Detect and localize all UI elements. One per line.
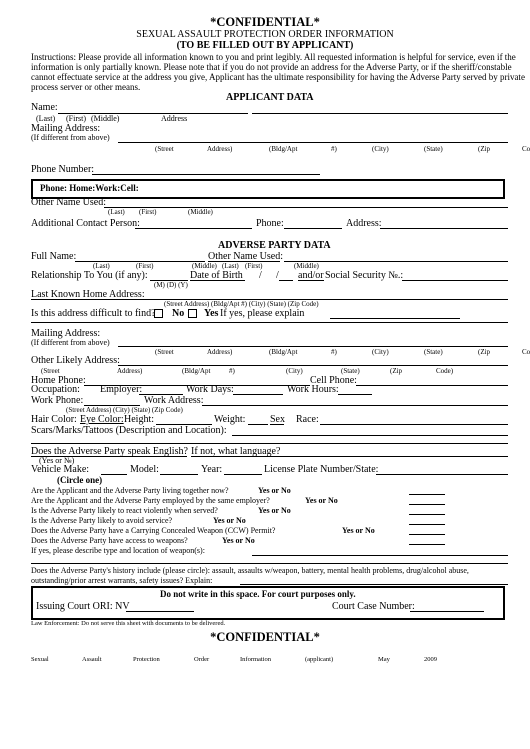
- answer-yes-no[interactable]: Yes or No: [342, 526, 375, 535]
- dob-slash: /: [276, 270, 279, 281]
- form-id-word: (applicant): [305, 656, 334, 663]
- adverse-other-name-underline: [208, 261, 280, 262]
- work-phone-label: Work Phone:: [31, 395, 84, 406]
- other-likely-field[interactable]: [118, 365, 508, 366]
- confidential-footer: *CONFIDENTIAL*: [210, 630, 320, 644]
- contact-address-field[interactable]: [380, 228, 508, 229]
- adverse-mailing-label: Mailing Address:: [31, 328, 101, 339]
- answer-yes-no[interactable]: Yes or No: [305, 496, 338, 505]
- weapons-extra-line[interactable]: [31, 563, 508, 564]
- work-days-field[interactable]: [233, 394, 283, 395]
- phone-number-label: Phone Number:: [31, 164, 95, 175]
- history-explain-field[interactable]: [240, 584, 508, 585]
- mdy-note: (M) (D) (Y): [154, 281, 188, 289]
- sex-label: Sex: [270, 414, 285, 425]
- cell-phone-label: Cell Phone:: [310, 375, 357, 386]
- work-hours-field[interactable]: [338, 394, 372, 395]
- and-or-underline: [298, 280, 324, 281]
- work-address-field[interactable]: [202, 405, 508, 406]
- weapons-description-label: If yes, please describe type and location of weapon(s):: [31, 546, 205, 555]
- if-not-language-label: If not, what language?: [191, 446, 281, 457]
- difficult-yes-checkbox[interactable]: [188, 309, 197, 318]
- weapons-description-field[interactable]: [252, 555, 508, 556]
- home-phone-label: Home Phone:: [31, 375, 86, 386]
- sub-first: (First): [66, 114, 86, 123]
- question-ccw-permit: Does the Adverse Party have a Carrying Concealed Weapon (CCW) Permit?: [31, 526, 276, 535]
- difficult-label: Is this address difficult to find?: [31, 308, 156, 319]
- if-different-note: (If different from above): [31, 338, 110, 347]
- form-subtitle: (TO BE FILLED OUT BY APPLICANT): [176, 40, 354, 51]
- addr-sub: Address): [207, 145, 233, 153]
- additional-contact-field[interactable]: [135, 228, 252, 229]
- phone-box-label: Phone: Home:Work:Cell:: [40, 183, 139, 193]
- dob-label: Date of Birth: [190, 270, 243, 281]
- other-name-label: Other Name Used:: [31, 197, 106, 208]
- if-different-note: (If different from above): [31, 133, 110, 142]
- weight-label: Weight:: [214, 414, 246, 425]
- addr-sub: (Bldg/Apt: [269, 145, 298, 153]
- difficult-explain-field[interactable]: [330, 318, 460, 319]
- addr-sub: (City): [372, 348, 389, 356]
- question-living-together: Are the Applicant and the Adverse Party living together now?: [31, 486, 229, 495]
- addr-sub: #): [229, 367, 235, 375]
- question-react-violently: Is the Adverse Party likely to react violently when served?: [31, 506, 218, 515]
- issuing-court-field[interactable]: [126, 611, 194, 612]
- dob-underline: [190, 280, 245, 281]
- sub-middle: (Middle): [294, 262, 319, 270]
- vehicle-make-label: Vehicle Make:: [31, 464, 90, 475]
- instructions-line-3: cannot effectuate service at the address you give, Applicant has the ultimate responsibility for having the Adverse Party served by private: [31, 72, 525, 82]
- addr-sub: (Street: [41, 367, 60, 375]
- addr-sub: (Bldg/Apt: [182, 367, 211, 375]
- sub-last: (Last): [108, 208, 125, 216]
- applicant-mailing-field[interactable]: [118, 142, 508, 143]
- model-label: Model:: [130, 464, 159, 475]
- addr-sub: #): [331, 348, 337, 356]
- addr-sub: (Bldg/Apt: [269, 348, 298, 356]
- answer-field[interactable]: [409, 534, 445, 535]
- sub-middle: (Middle): [91, 114, 120, 123]
- history-label-2: outstanding/prior arrest warrants, safety issues? Explain:: [31, 576, 213, 585]
- answer-yes-no[interactable]: Yes or No: [213, 516, 246, 525]
- answer-field[interactable]: [409, 494, 445, 495]
- plate-label: License Plate Number/State:: [264, 464, 379, 475]
- case-number-label: Court Case Number:: [332, 601, 415, 612]
- instructions-line-4: process server or other means.: [31, 82, 141, 92]
- model-field[interactable]: [160, 474, 198, 475]
- applicant-address-field[interactable]: [252, 113, 508, 114]
- english-label: Does the Adverse Party speak English?: [31, 446, 188, 457]
- addr-sub: Address): [207, 348, 233, 356]
- form-id-word: Assault: [82, 656, 102, 663]
- contact-phone-label: Phone:: [256, 218, 284, 229]
- race-field[interactable]: [320, 424, 508, 425]
- race-label: Race:: [296, 414, 319, 425]
- full-name-label: Full Name:: [31, 251, 77, 262]
- cell-phone-field[interactable]: [356, 385, 508, 386]
- law-enforcement-note: Law Enforcement: Do not serve this sheet with documents to be delivered.: [31, 620, 226, 627]
- sub-first: (First): [136, 262, 154, 270]
- sub-last: (Last): [36, 114, 56, 123]
- other-likely-label: Other Likely Address:: [31, 355, 120, 366]
- question-avoid-service: Is the Adverse Party likely to avoid service?: [31, 516, 173, 525]
- scars-label: Scars/Marks/Tattoos (Description and Location):: [31, 425, 227, 436]
- difficult-no-checkbox[interactable]: [154, 309, 163, 318]
- ssn-label: Social Security №.:: [325, 270, 404, 281]
- addr-sub: (Street: [155, 348, 174, 356]
- form-id-word: 2009: [424, 656, 437, 663]
- addr-sub: Code): [436, 367, 454, 375]
- addr-sub: (State): [424, 145, 443, 153]
- confidential-header: *CONFIDENTIAL*: [210, 15, 320, 29]
- form-title: SEXUAL ASSAULT PROTECTION ORDER INFORMATION: [136, 29, 394, 40]
- year-field[interactable]: [224, 474, 262, 475]
- ssn-field[interactable]: [402, 280, 508, 281]
- addr-sub: (Street: [155, 145, 174, 153]
- hair-color-label: Hair Color:: [31, 414, 77, 425]
- sub-last: (Last): [222, 262, 239, 270]
- phone-number-field[interactable]: [92, 174, 320, 175]
- additional-contact-label: Additional Contact Person:: [31, 218, 140, 229]
- sub-address: Address: [161, 114, 188, 123]
- form-id-word: Order: [194, 656, 210, 663]
- do-not-write-note: Do not write in this space. For court purposes only.: [160, 589, 356, 599]
- plate-field[interactable]: [376, 474, 508, 475]
- question-weapons-access: Does the Adverse Party have access to weapons?: [31, 536, 188, 545]
- dob-field[interactable]: [279, 280, 293, 281]
- addr-sub: Co: [522, 348, 530, 356]
- weight-field[interactable]: [248, 424, 268, 425]
- applicant-heading: APPLICANT DATA: [226, 92, 314, 103]
- applicant-mailing-label: Mailing Address:: [31, 123, 101, 134]
- if-yes-explain-label: If yes, please explain: [220, 308, 305, 319]
- form-id-word: Protection: [133, 656, 160, 663]
- and-or-label: and/or: [298, 270, 324, 281]
- yes-option: Yes: [204, 308, 219, 319]
- answer-yes-no[interactable]: Yes or No: [258, 486, 291, 495]
- sub-last: (Last): [93, 262, 110, 270]
- sex-field[interactable]: [270, 424, 284, 425]
- applicant-name-label: Name:: [31, 102, 58, 113]
- answer-field[interactable]: [409, 524, 445, 525]
- addr-sub: Co: [522, 145, 530, 153]
- history-label: Does the Adverse Party's history include (please circle): assault, assaults w/weapon, battery, mental health problems, drug/alcohol abuse,: [31, 566, 469, 575]
- issuing-court-label: Issuing Court ORI: NV: [36, 601, 130, 612]
- answer-field[interactable]: [409, 514, 445, 515]
- adverse-heading: ADVERSE PARTY DATA: [218, 240, 331, 251]
- addr-sub: #): [331, 145, 337, 153]
- adverse-mailing-field[interactable]: [118, 346, 508, 347]
- answer-field[interactable]: [409, 544, 445, 545]
- sub-first: (First): [245, 262, 263, 270]
- addr-sub: Address): [117, 367, 143, 375]
- relationship-label: Relationship To You (if any):: [31, 270, 148, 281]
- addr-sub: (City): [372, 145, 389, 153]
- language-field[interactable]: [191, 456, 508, 457]
- addr-sub: (State): [424, 348, 443, 356]
- addr-sub: (City): [286, 367, 303, 375]
- work-hours-label: Work Hours:: [287, 384, 339, 395]
- applicant-name-field[interactable]: [58, 113, 248, 114]
- last-home-label: Last Known Home Address:: [31, 289, 145, 300]
- vehicle-make-field[interactable]: [101, 474, 127, 475]
- instructions-line-2: information is only partially known. Please note that if you do not provide an address for the Adverse Party, or if the sheriff/constable: [31, 62, 512, 72]
- last-home-sub: (Street Address) (Bldg/Apt #) (City) (State) (Zip Code): [164, 300, 319, 308]
- form-id-word: May: [378, 656, 390, 663]
- question-same-employer: Are the Applicant and the Adverse Party employed by the same employer?: [31, 496, 270, 505]
- other-name-field[interactable]: [104, 207, 508, 208]
- dob-slash: /: [259, 270, 262, 281]
- contact-address-label: Address:: [346, 218, 382, 229]
- addr-sub: (Zip: [478, 348, 491, 356]
- scars-extra-line[interactable]: [31, 443, 508, 444]
- adverse-other-name-label: Other Name Used:: [208, 251, 283, 262]
- work-address-label: Work Address:: [144, 395, 204, 406]
- employer-label: Employer:: [100, 384, 143, 395]
- addr-sub: (State): [341, 367, 360, 375]
- addr-sub: (Zip: [478, 145, 491, 153]
- year-label: Year:: [201, 464, 223, 475]
- occupation-label: Occupation:: [31, 384, 80, 395]
- form-id-word: Information: [240, 656, 272, 663]
- last-home-underline: [31, 299, 165, 300]
- sub-first: (First): [139, 208, 157, 216]
- sub-middle: (Middle): [192, 262, 217, 270]
- yes-no-note: (Yes or №): [39, 456, 75, 465]
- addr-sub: (Zip: [390, 367, 403, 375]
- sub-middle: (Middle): [188, 208, 213, 216]
- answer-yes-no[interactable]: Yes or No: [258, 506, 291, 515]
- height-label: Height:: [124, 414, 154, 425]
- work-address-sub: (Street Address) (City) (State) (Zip Code): [66, 406, 183, 414]
- form-id-word: Sexual: [31, 656, 49, 663]
- scars-field[interactable]: [232, 435, 508, 436]
- no-option: No: [172, 308, 185, 319]
- instructions-line-1: Instructions: Please provide all information known to you and print legibly. All requested information is helpful for service, even if the: [31, 52, 516, 62]
- difficult-extra-line[interactable]: [31, 322, 508, 323]
- case-number-field[interactable]: [410, 611, 484, 612]
- answer-yes-no[interactable]: Yes or No: [222, 536, 255, 545]
- work-days-label: Work Days:: [186, 384, 234, 395]
- contact-phone-field[interactable]: [284, 228, 342, 229]
- answer-field[interactable]: [409, 504, 445, 505]
- eye-color-label: Eye Color:: [80, 414, 124, 425]
- circle-one-note: (Circle one): [57, 475, 103, 485]
